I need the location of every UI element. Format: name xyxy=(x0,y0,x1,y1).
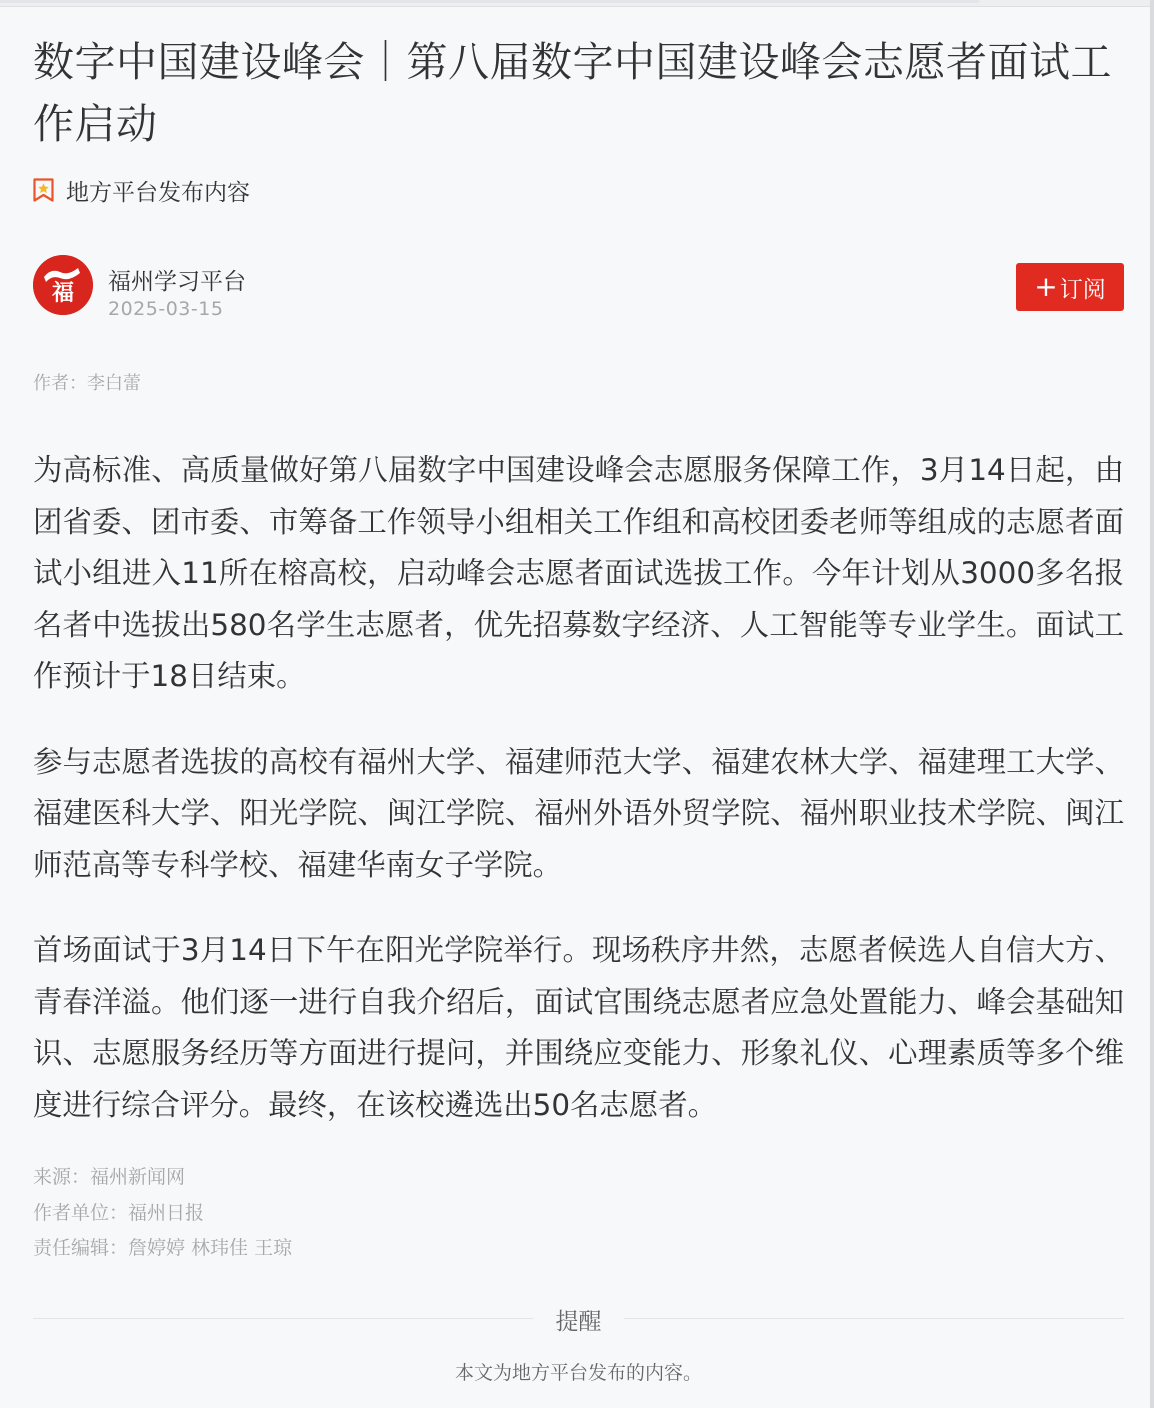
window-right-edge xyxy=(1150,0,1154,1408)
article-paragraph: 首场面试于3月14日下午在阳光学院举行。现场秩序井然，志愿者候选人自信大方、青春洋溢。他们逐一进行自我介绍后，面试官围绕志愿者应急处置能力、峰会基础知识、志愿服务经历等方面进行提问，并围绕应变能力、形象礼仪、心理素质等多个维度进行综合评分。最终，在该校遴选出50名志愿者。 xyxy=(33,933,1124,1122)
article-author: 作者：李白蕾 xyxy=(33,373,141,394)
browser-top-strip xyxy=(0,0,1154,7)
publish-date: 2025-03-15 xyxy=(108,298,224,320)
avatar-glyph: 福 xyxy=(51,281,75,306)
article-author-unit: 作者单位：福州日报 xyxy=(33,1201,205,1224)
subscribe-label: 订阅 xyxy=(1059,276,1106,303)
publisher-row xyxy=(33,255,1124,320)
article-editors: 责任编辑：詹婷婷 林玮佳 王琼 xyxy=(33,1237,293,1259)
subscribe-button[interactable] xyxy=(1016,263,1124,311)
article-title: 数字中国建设峰会｜第八届数字中国建设峰会志愿者面试工作启动 xyxy=(33,38,1112,148)
tab-strip-edge xyxy=(0,0,980,3)
article-source: 来源：福州新闻网 xyxy=(33,1166,186,1188)
bookmark-star-icon xyxy=(33,178,54,202)
publisher-name[interactable]: 福州学习平台 xyxy=(108,269,246,295)
notice-text: 本文为地方平台发布的内容。 xyxy=(454,1362,702,1384)
platform-tag-label: 地方平台发布内容 xyxy=(66,179,250,206)
article-body xyxy=(33,445,1124,1165)
article-page xyxy=(0,7,1150,1408)
notice-title: 提醒 xyxy=(555,1309,602,1335)
article-paragraph: 参与志愿者选拔的高校有福州大学、福建师范大学、福建农林大学、福建理工大学、福建医科大学、阳光学院、闽江学院、福州外语外贸学院、福州职业技术学院、闽江师范高等专科学校、福建华南女子学院。 xyxy=(33,744,1124,882)
article-meta xyxy=(33,1160,292,1267)
platform-tag xyxy=(33,175,250,205)
publisher-avatar[interactable] xyxy=(33,255,93,315)
article-paragraph: 为高标准、高质量做好第八届数字中国建设峰会志愿服务保障工作，3月14日起，由团省委、团市委、市筹备工作领导小组相关工作组和高校团委老师等组成的志愿者面试小组进入11所在榕高校，启动峰会志愿者面试选拔工作。今年计划从3000多名报名者中选拔出580名学生志愿者，优先招募数字经济、人工智能等专业学生。面试工作预计于18日结束。 xyxy=(33,453,1124,693)
plus-icon: + xyxy=(1034,270,1058,303)
